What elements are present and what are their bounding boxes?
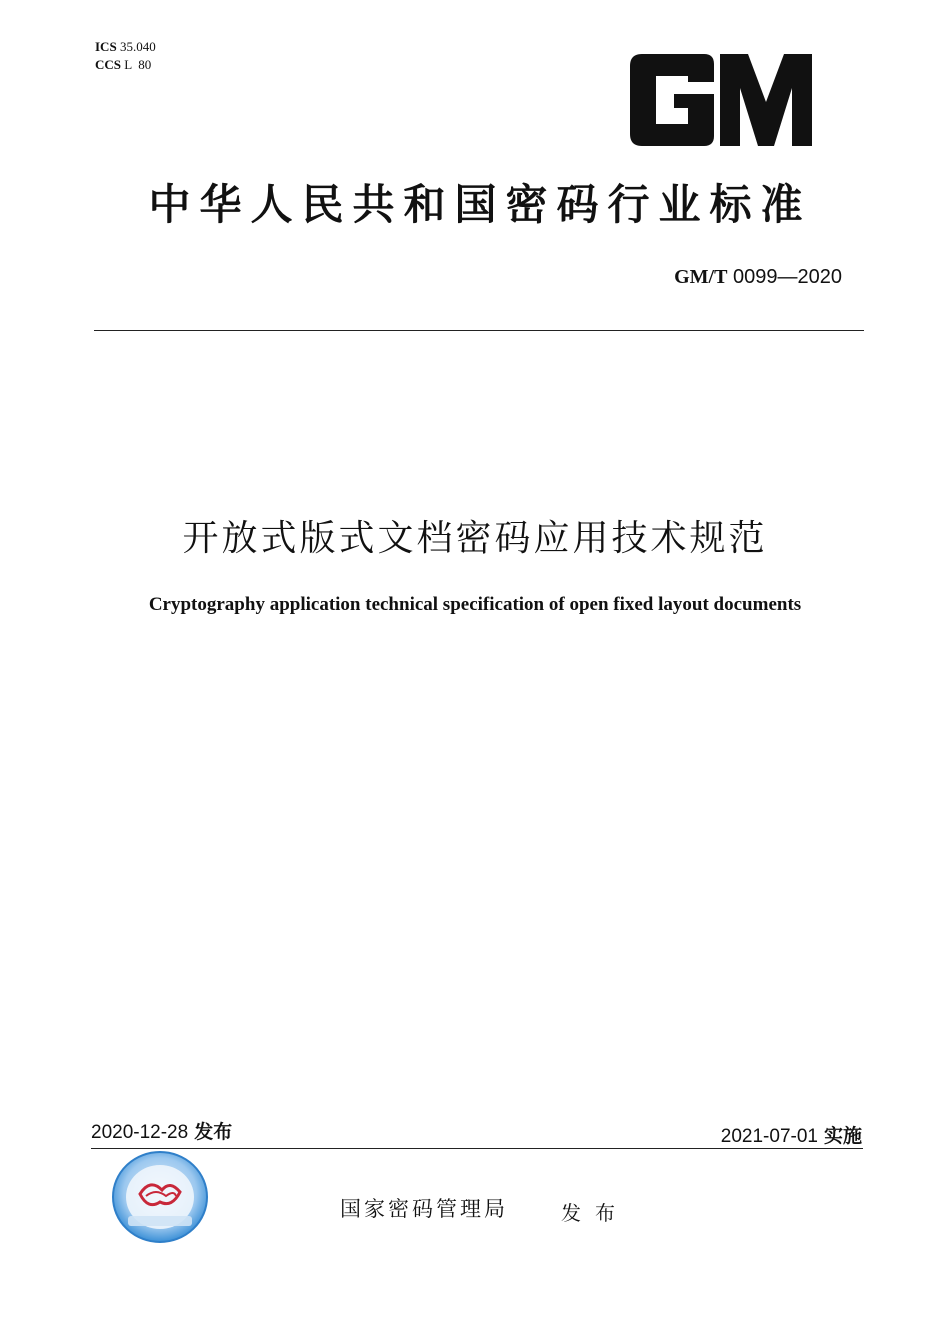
top-divider [94,330,864,331]
implementation-date-label: 实施 [823,1125,862,1147]
gm-logo [628,54,812,146]
standard-number-value: 0099—2020 [733,266,842,288]
gm-logo-m-icon [720,54,812,146]
release-date-label: 发布 [194,1121,233,1143]
ccs-label: CCS [95,57,122,72]
release-date-value: 2020-12-28 [91,1122,189,1143]
document-title: 开放式版式文档密码应用技术规范 [182,518,768,559]
ics-label: ICS [95,39,117,54]
document-subtitle: Cryptography application technical specification of open fixed layout documents [148,594,802,615]
gm-logo-g-icon [630,54,714,146]
implementation-date-value: 2021-07-01 [720,1126,818,1147]
implementation-date [721,1121,862,1148]
ics-line [95,38,156,56]
release-date [91,1117,232,1144]
standard-number [674,266,842,289]
ccs-line [95,56,156,74]
standard-number-prefix: GM/T [674,266,728,288]
publisher-action: 发布 [561,1201,629,1225]
bottom-divider [91,1148,863,1149]
anti-counterfeit-seal-icon [110,1150,210,1245]
standard-title: 中华人民共和国密码行业标准 [148,180,812,229]
ics-value: 35.040 [119,39,156,54]
classification-codes [95,38,156,74]
publisher-name: 国家密码管理局 [340,1197,508,1221]
ccs-value: L 80 [124,57,152,72]
